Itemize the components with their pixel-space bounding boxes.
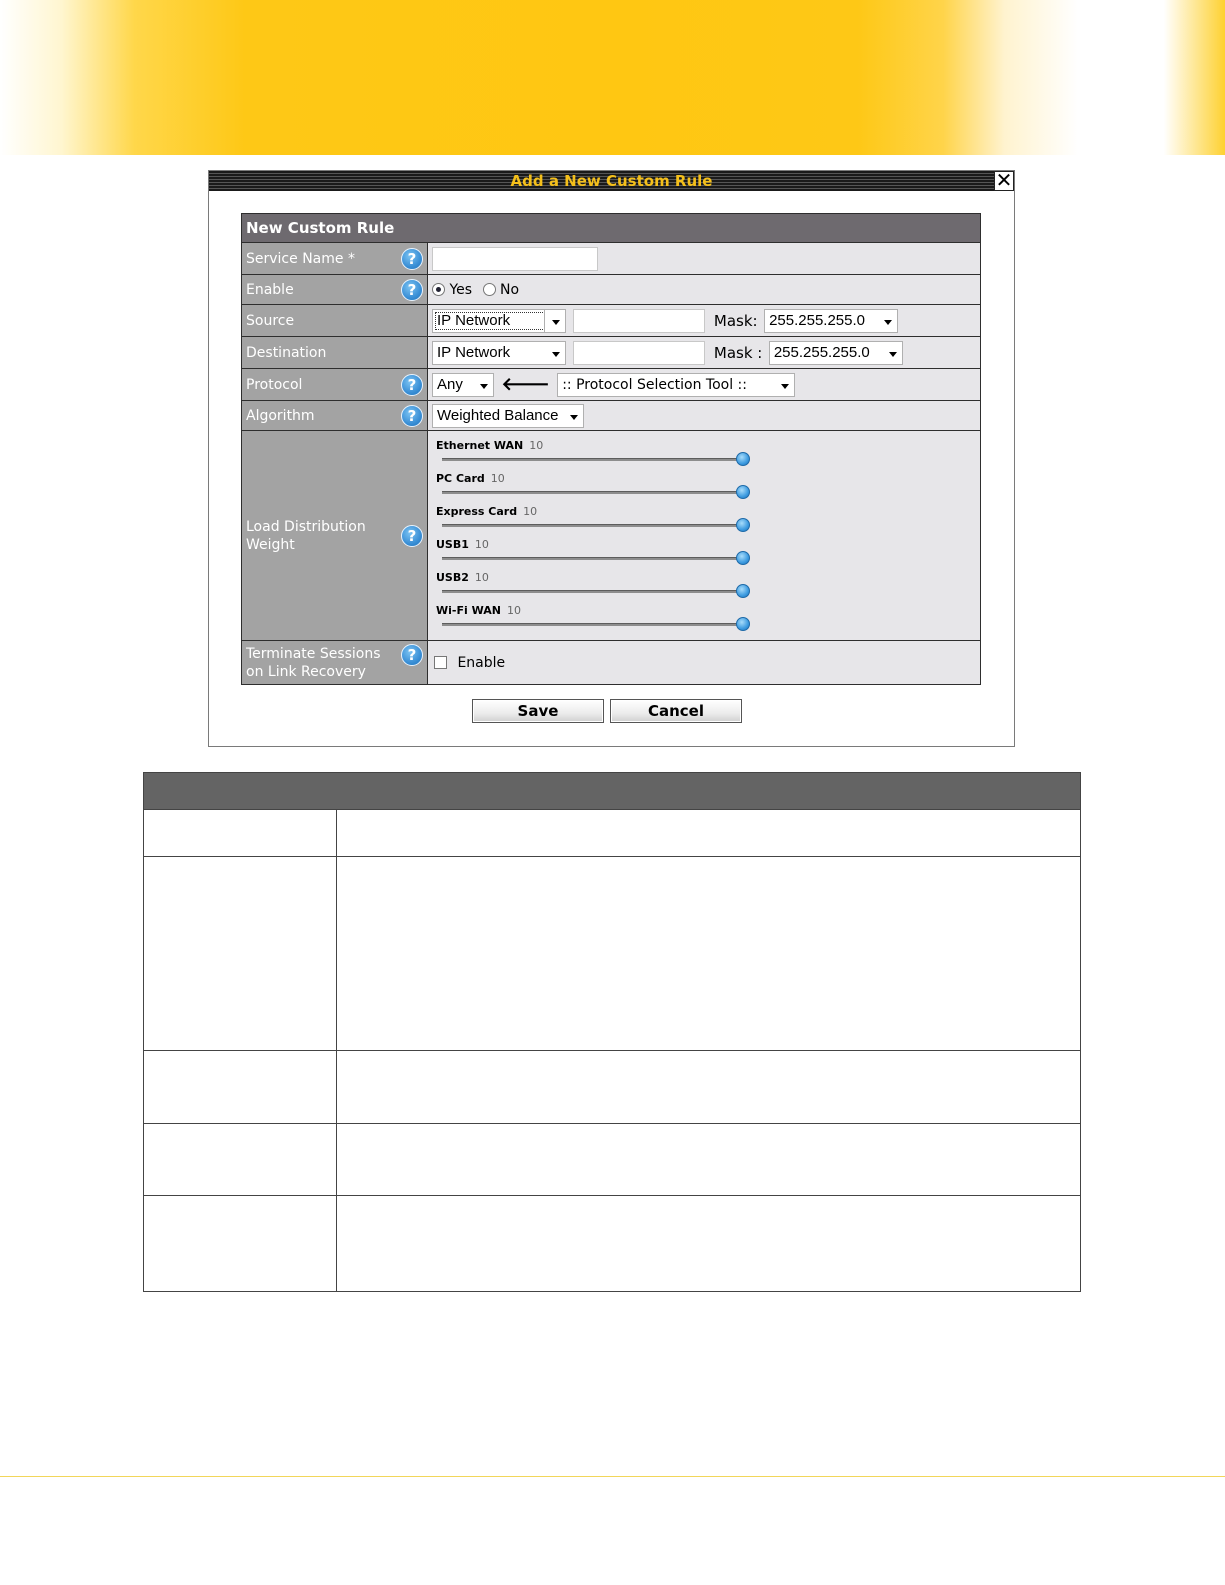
destination-ip-input[interactable] [573,341,705,365]
algorithm-select[interactable]: Weighted Balance [432,404,584,428]
help-icon[interactable]: ? [401,279,423,301]
description-table-header [144,773,1081,810]
description-cell [144,810,337,857]
description-cell [144,1124,337,1196]
slider-track[interactable] [442,524,748,527]
protocol-selection-tool-select[interactable]: :: Protocol Selection Tool :: [557,373,795,397]
service-name-input[interactable] [432,247,598,271]
enable-label: Enable ? [242,275,428,305]
help-icon[interactable]: ? [401,374,423,396]
form-header: New Custom Rule [242,214,981,243]
service-name-cell [428,243,981,275]
weight-slider-ethernet-wan: Ethernet WAN 10 [436,437,976,470]
dialog-titlebar [209,168,1014,192]
source-mask-select[interactable]: 255.255.255.0 [764,309,898,333]
destination-label: Destination [242,337,428,369]
destination-cell [428,337,981,369]
weight-slider-wifi-wan: Wi-Fi WAN 10 [436,602,976,635]
chevron-down-icon [570,415,578,420]
slider-track[interactable] [442,491,748,494]
terminate-sessions-label: Terminate Sessions on Link Recovery ? [242,641,428,685]
slider-handle[interactable] [736,551,750,565]
description-cell [337,810,1081,857]
save-button[interactable]: Save [472,699,604,723]
algorithm-label: Algorithm ? [242,401,428,431]
source-ip-input[interactable] [573,309,705,333]
description-cell [144,1051,337,1124]
protocol-select[interactable]: Any [432,373,494,397]
chevron-down-icon [889,352,897,357]
enable-no-radio[interactable] [483,283,496,296]
slider-handle[interactable] [736,617,750,631]
help-icon[interactable]: ? [401,644,423,666]
enable-yes-radio[interactable] [432,283,445,296]
dialog-title: Add a New Custom Rule [510,172,713,190]
help-icon[interactable]: ? [401,405,423,427]
algorithm-cell [428,401,981,431]
help-icon[interactable]: ? [401,248,423,270]
description-cell [144,1196,337,1292]
weight-slider-pc-card: PC Card 10 [436,470,976,503]
description-cell [337,1051,1081,1124]
chevron-down-icon [552,352,560,357]
load-distribution-cell [428,431,981,641]
description-cell [337,1124,1081,1196]
destination-mask-select[interactable]: 255.255.255.0 [769,341,903,365]
custom-rule-form [241,213,981,685]
description-cell [337,1196,1081,1292]
custom-rule-dialog [208,170,1015,747]
description-table [143,772,1081,1292]
destination-type-select[interactable]: IP Network [432,341,566,365]
load-distribution-label: Load Distribution Weight ? [242,431,428,641]
cancel-button[interactable]: Cancel [610,699,742,723]
terminate-sessions-checkbox[interactable] [434,656,447,669]
slider-track[interactable] [442,458,748,461]
slider-handle[interactable] [736,452,750,466]
slider-track[interactable] [442,557,748,560]
arrow-left-icon: 🡐 [501,374,550,395]
description-cell [337,857,1081,1051]
page-banner [0,0,1225,155]
source-label: Source [242,305,428,337]
weight-slider-usb1: USB1 10 [436,536,976,569]
enable-cell [428,275,981,305]
description-cell [144,857,337,1051]
weight-slider-express-card: Express Card 10 [436,503,976,536]
weight-sliders [432,434,976,638]
help-icon[interactable]: ? [401,525,423,547]
slider-handle[interactable] [736,518,750,532]
weight-slider-usb2: USB2 10 [436,569,976,602]
slider-track[interactable] [442,623,748,626]
terminate-sessions-cell [428,641,981,685]
protocol-label: Protocol ? [242,369,428,401]
chevron-down-icon [781,384,789,389]
chevron-down-icon [552,320,560,325]
chevron-down-icon [884,320,892,325]
footer-divider [0,1476,1225,1477]
source-cell [428,305,981,337]
close-icon[interactable]: ✕ [995,168,1013,192]
enable-no-label: No [499,281,520,298]
service-name-label: Service Name * ? [242,243,428,275]
chevron-down-icon [480,384,488,389]
slider-handle[interactable] [736,584,750,598]
source-mask-label: Mask: [713,311,758,330]
protocol-cell [428,369,981,401]
terminate-sessions-checkbox-label: Enable [457,654,506,671]
destination-mask-label: Mask : [713,343,763,362]
source-type-select[interactable]: IP Network [432,309,566,333]
enable-yes-label: Yes [449,281,473,298]
slider-handle[interactable] [736,485,750,499]
slider-track[interactable] [442,590,748,593]
